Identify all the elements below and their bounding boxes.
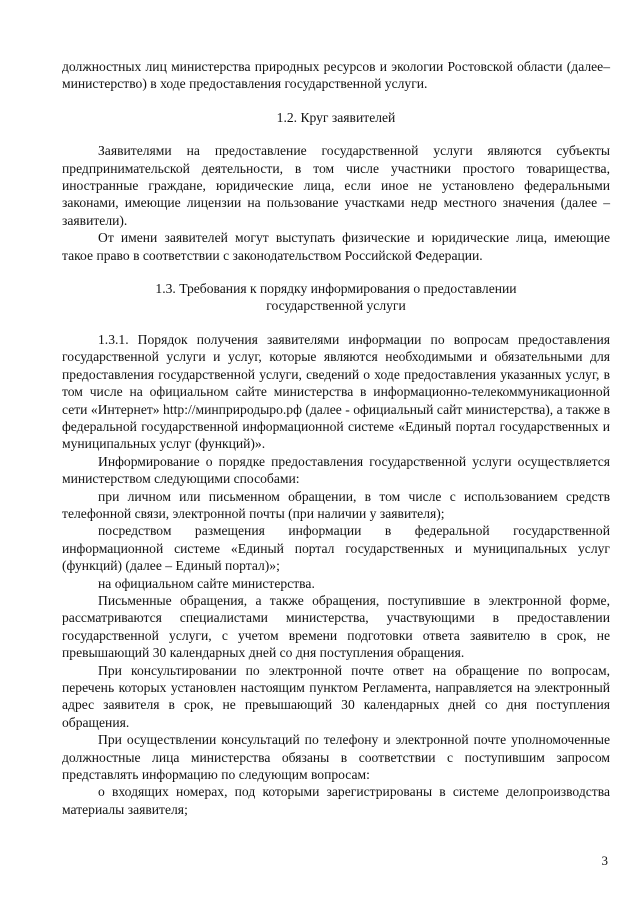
section-1-3-paragraph: о входящих номерах, под которыми зарегистрированы в системе делопроизводства материалы заявителя; [62, 784, 610, 817]
section-1-3-paragraph: на официальном сайте министерства. [98, 575, 315, 591]
section-1-3-paragraph: при личном или письменном обращении, в том числе с использованием средств телефонной связи, электронной почты (при наличии у заявителя); [62, 488, 610, 521]
section-1-2-title: 1.2. Круг заявителей [276, 109, 396, 125]
section-1-3-paragraph: При консультировании по электронной почте ответ на обращение по вопросам, перечень которых установлен настоящим пунктом Регламента, направляется на электронный адрес заявителя в срок, не превышающий 30 календарных дней со дня поступления обращения. [62, 662, 610, 730]
section-1-3-paragraph: посредством размещения информации в федеральной государственной информационной системе «Единый портал государственных и муниципальных услуг (функций) (далее – Единый портал)»; [62, 523, 610, 574]
intro-paragraph: должностных лиц министерства природных ресурсов и экологии Ростовской области (далее–министерство) в ходе предоставления государственной услуги. [62, 59, 610, 92]
section-1-3-paragraph: При осуществлении консультаций по телефону и электронной почте уполномоченные должностные лица министерства обязаны в соответствии с поступившим запросом представлять информацию по следующим вопросам: [62, 732, 610, 783]
section-1-3-title-line2: государственной услуги [266, 298, 406, 314]
page-number: 3 [601, 853, 608, 868]
section-1-3-paragraph: 1.3.1. Порядок получения заявителями информации по вопросам предоставления государственной услуги и услуг, которые являются необходимыми и обязательными для предоставления государственной услуги, сведений о ходе предоставления указанных услуг, в том числе на официальном сайте министерства в информационно-телекоммуникационной сети «Интернет» http://минприродыро.рф (далее - официальный сайт министерства), а также в федеральной государственной информационной системе «Единый портал государственных и муниципальных услуг (функций)». [62, 331, 610, 452]
section-1-2-paragraph: От имени заявителей могут выступать физические и юридические лица, имеющие такое право в соответствии с законодательством Российской Федерации. [62, 230, 610, 263]
section-1-3-paragraph: Информирование о порядке предоставления государственной услуги осуществляется министерством следующими способами: [62, 453, 610, 487]
section-1-3-title-line1: 1.3. Требования к порядку информирования о предоставлении [155, 281, 517, 297]
section-1-2-paragraph: Заявителями на предоставление государственной услуги являются субъекты предпринимательской деятельности, в том числе участники простого товарищества, иностранные граждане, юридические лица, если иное не установлено федеральными законами, имеющие лицензии на пользование участками недр местного значения (далее – заявители). [62, 143, 610, 228]
section-1-3-paragraph: Письменные обращения, а также обращения, поступившие в электронной форме, рассматриваются специалистами министерства, участвующими в предоставлении государственной услуги, с учетом времени подготовки ответа заявителю в срок, не превышающий 30 календарных дней со дня поступления обращения. [62, 592, 610, 661]
